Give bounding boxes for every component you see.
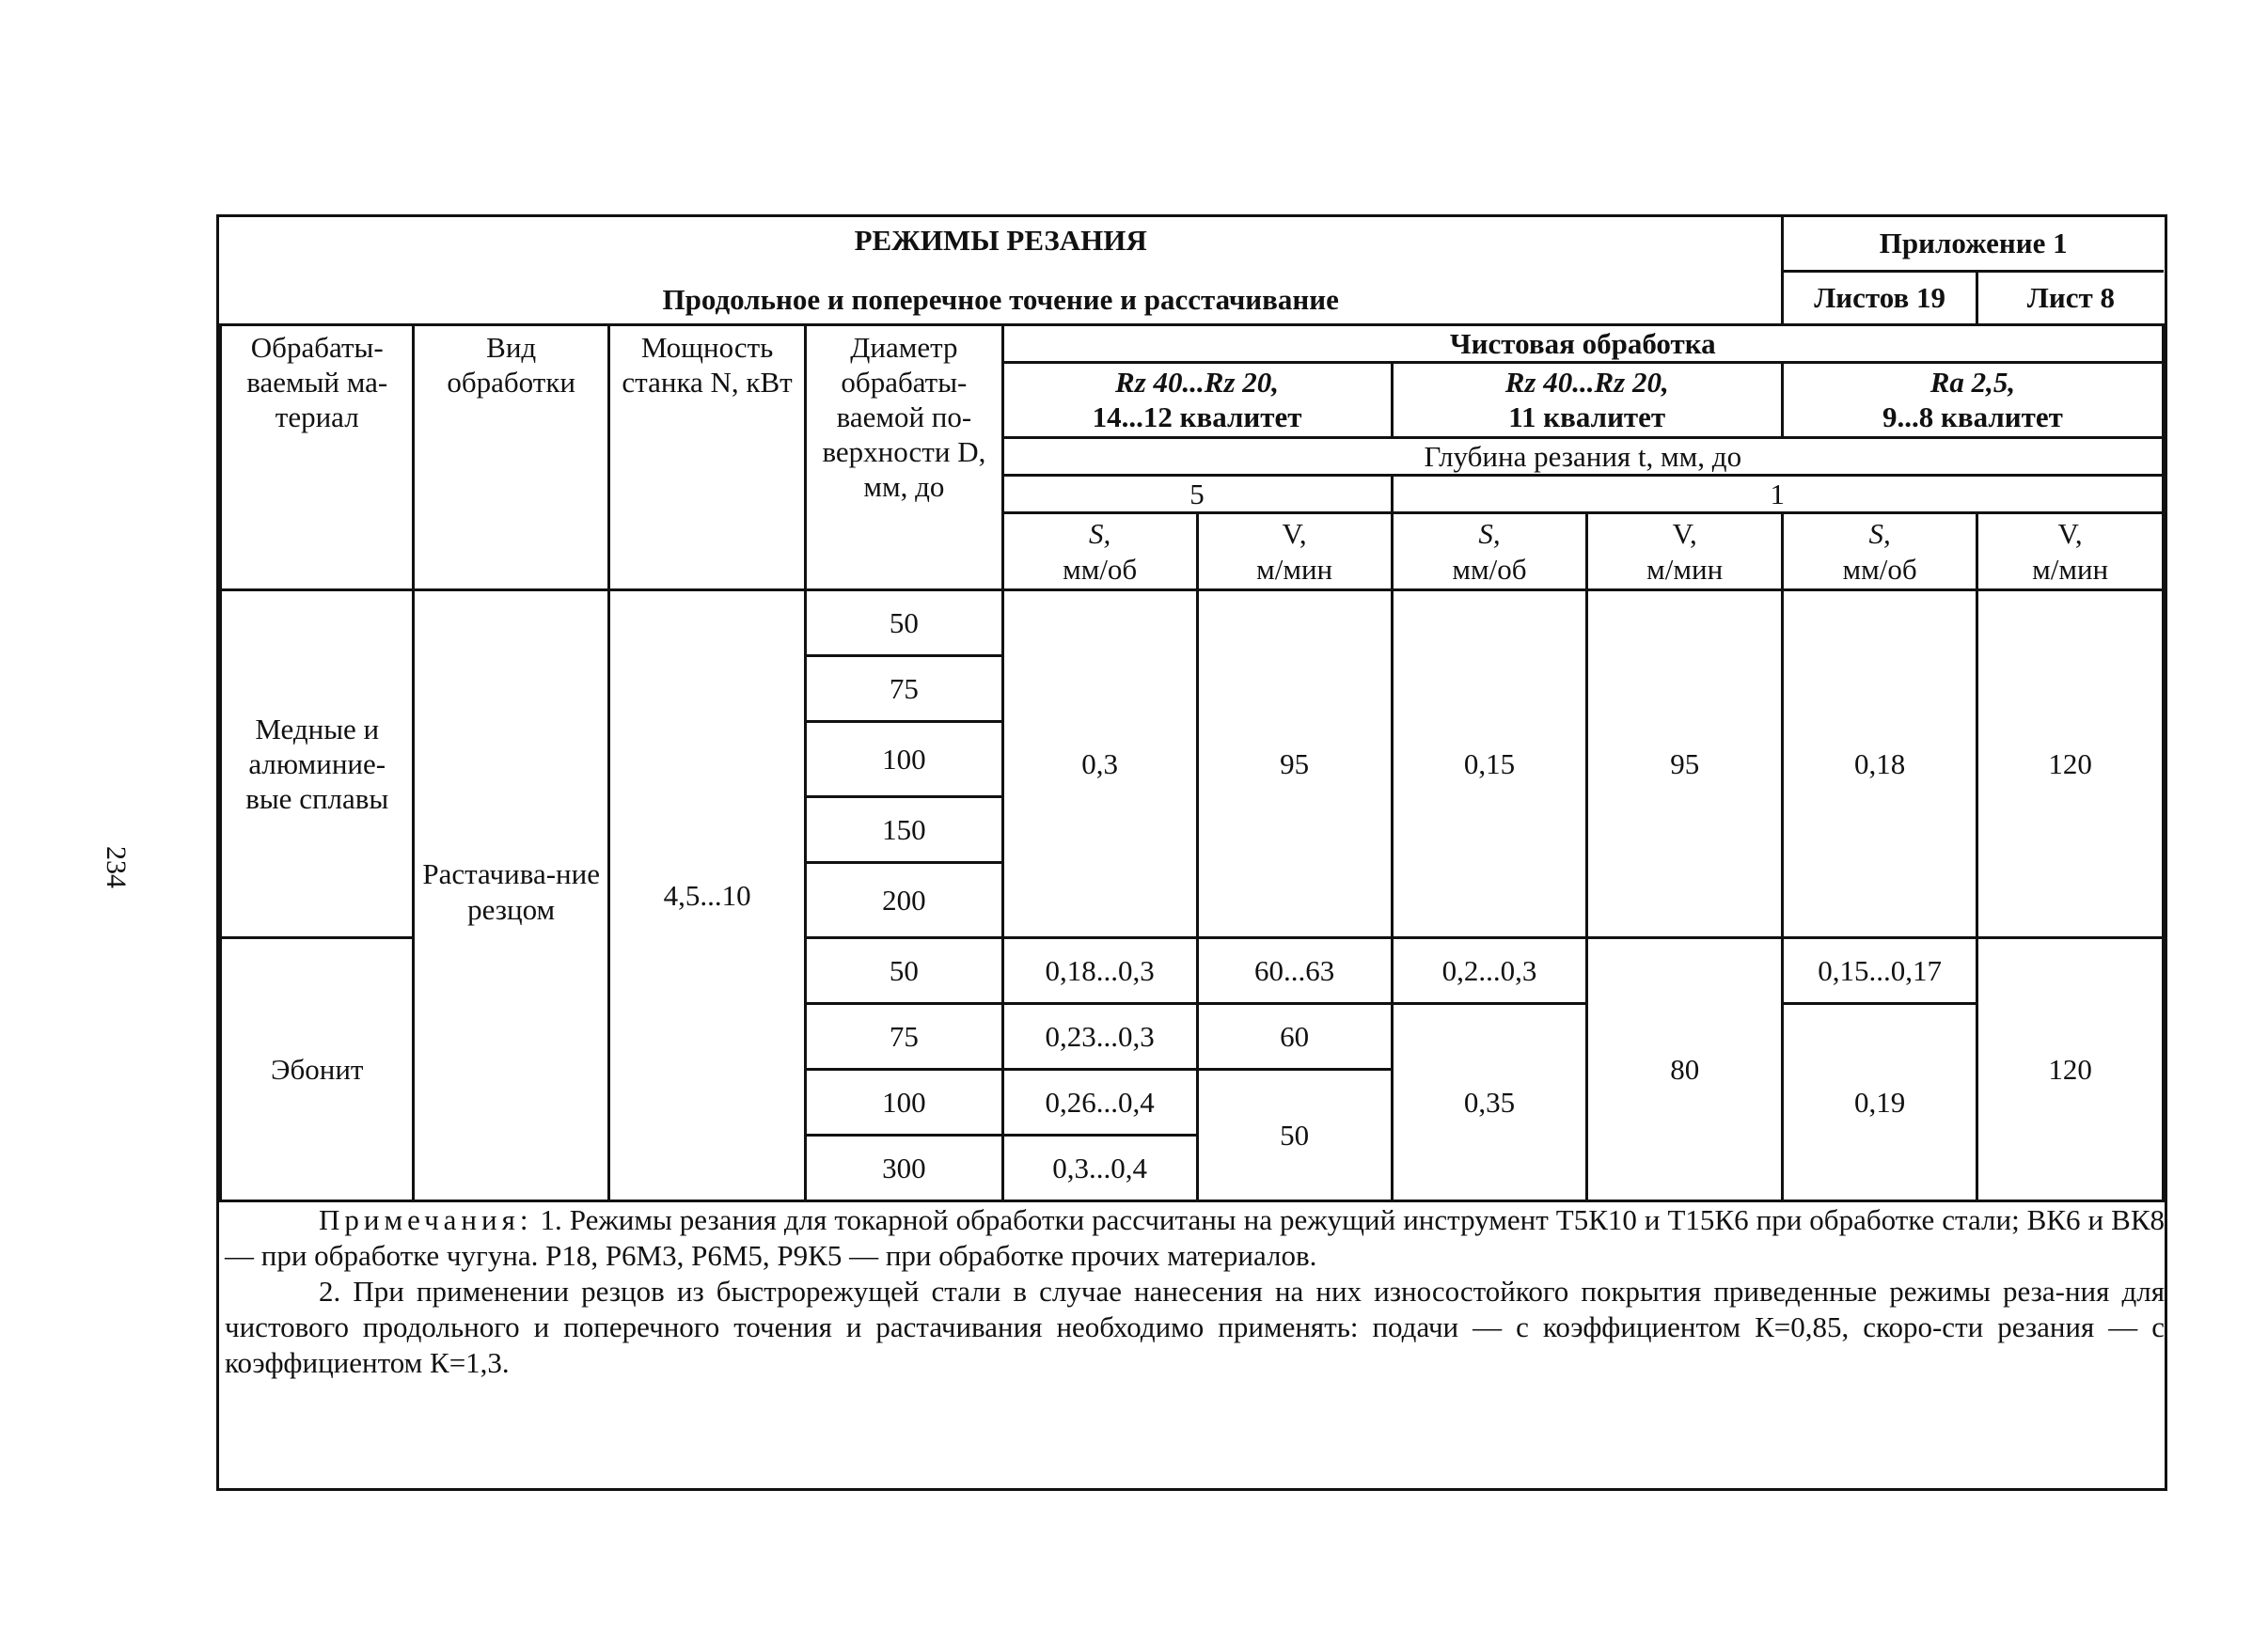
ebonite-v1: 60	[1197, 1004, 1392, 1070]
copper-v3: 120	[1977, 590, 2164, 938]
header-s-1: S, мм/об	[1002, 513, 1197, 590]
ebonite-v2: 80	[1587, 938, 1782, 1201]
diameter-cell: 75	[806, 656, 1002, 722]
ebonite-v3: 120	[1977, 938, 2164, 1201]
sheets-total: Листов 19	[1782, 271, 1977, 324]
page-subtitle: Продольное и поперечное точение и расстачивание	[662, 283, 1339, 317]
header-group-3: Ra 2,5, 9...8 квалитет	[1782, 362, 2163, 437]
process-boring: Растачива-ние резцом	[414, 590, 608, 1201]
cutting-modes-table	[219, 217, 2165, 1202]
header-group-2: Rz 40...Rz 20, 11 квалитет	[1392, 362, 1782, 437]
header-s-2: S, мм/об	[1392, 513, 1587, 590]
header-depth-1: 1	[1392, 475, 2163, 512]
header-depth: Глубина резания t, мм, до	[1002, 437, 2163, 475]
notes-block	[219, 1202, 2170, 1381]
page-number: 234	[101, 846, 132, 888]
ebonite-s3: 0,15...0,17	[1782, 938, 1977, 1004]
header-finishing: Чистовая обработка	[1002, 324, 2163, 362]
title-block	[221, 217, 1783, 324]
copper-v2: 95	[1587, 590, 1782, 938]
sheet-number: Лист 8	[1977, 271, 2164, 324]
header-material: Обрабаты-ваемый ма-териал	[221, 324, 414, 590]
ebonite-s1: 0,3...0,4	[1002, 1136, 1197, 1201]
diameter-cell: 300	[806, 1136, 1002, 1201]
diameter-cell: 200	[806, 863, 1002, 938]
header-v-1: V, м/мин	[1197, 513, 1392, 590]
header-v-2: V, м/мин	[1587, 513, 1782, 590]
diameter-cell: 150	[806, 797, 1002, 863]
ebonite-s1: 0,23...0,3	[1002, 1004, 1197, 1070]
diameter-cell: 75	[806, 1004, 1002, 1070]
sheet-frame	[216, 214, 2167, 1491]
ebonite-s2: 0,35	[1392, 1004, 1587, 1201]
notes-label: Примечания:	[319, 1203, 533, 1236]
machine-power: 4,5...10	[608, 590, 805, 1201]
ebonite-s1: 0,26...0,4	[1002, 1070, 1197, 1136]
diameter-cell: 100	[806, 1070, 1002, 1136]
copper-s1: 0,3	[1002, 590, 1197, 938]
header-depth-5: 5	[1002, 475, 1392, 512]
header-group-1: Rz 40...Rz 20, 14...12 квалитет	[1002, 362, 1392, 437]
ebonite-v1: 50	[1197, 1070, 1392, 1201]
header-v-3: V, м/мин	[1977, 513, 2164, 590]
copper-v1: 95	[1197, 590, 1392, 938]
header-s-3: S, мм/об	[1782, 513, 1977, 590]
copper-s3: 0,18	[1782, 590, 1977, 938]
ebonite-v1: 60...63	[1197, 938, 1392, 1004]
diameter-cell: 50	[806, 938, 1002, 1004]
ebonite-s3: 0,19	[1782, 1004, 1977, 1201]
header-process: Вид обработки	[414, 324, 608, 590]
diameter-cell: 100	[806, 722, 1002, 797]
page-title: РЕЖИМЫ РЕЗАНИЯ	[854, 224, 1147, 258]
header-diameter: Диаметр обрабаты-ваемой по-верхности D, мм, до	[806, 324, 1002, 590]
header-power: Мощность станка N, кВт	[608, 324, 805, 590]
material-copper: Медные и алюминие-вые сплавы	[221, 590, 414, 938]
diameter-cell: 50	[806, 590, 1002, 656]
copper-s2: 0,15	[1392, 590, 1587, 938]
note-2: 2. При применении резцов из быстрорежущей стали в случае нанесения на них износостойкого покрытия приведенные режимы реза-ния для чистового продольного и поперечного точения и растачивания необходимо применять: подачи — с коэффициентом К=0,85, скоро-сти резания — с коэффициентом К=1,3.	[225, 1275, 2165, 1379]
ebonite-s2: 0,2...0,3	[1392, 938, 1587, 1004]
material-ebonite: Эбонит	[221, 938, 414, 1201]
appendix-label: Приложение 1	[1782, 217, 2163, 271]
ebonite-s1: 0,18...0,3	[1002, 938, 1197, 1004]
note-1: Примечания: 1. Режимы резания для токарной обработки рассчитаны на режущий инструмент Т5К10 и Т15К6 при обработке стали; ВК6 и ВК8 — при обработке чугуна. Р18, Р6М3, Р6М5, Р9К5 — при обработке прочих материалов.	[225, 1203, 2165, 1272]
